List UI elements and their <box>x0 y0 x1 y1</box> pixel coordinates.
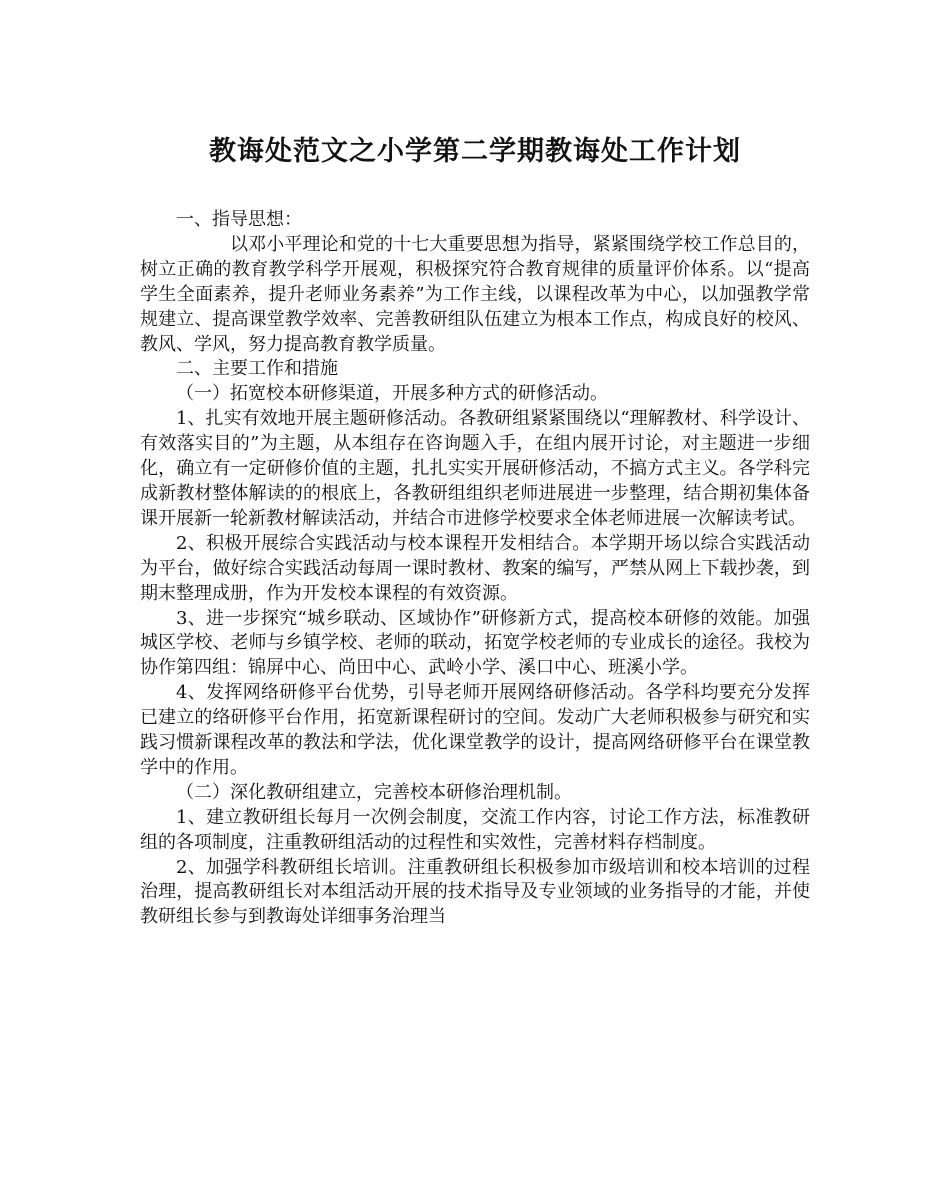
paragraph: 一、指导思想： <box>176 209 302 230</box>
paragraph: （二）深化教研组建立，完善校本研修治理机制。 <box>176 781 572 803</box>
paragraph: 3、进一步探究“城乡联动、区域协作”研修新方式，提高校本研修的效能。加强城区学校、老师与乡镇学校、老师的联动，拓宽学校老师的专业成长的途径。我校为协作第四组：锦屏中心、尚田中心、武岭小学、溪口中心、班溪小学。 <box>140 607 810 679</box>
paragraph: 2、加强学科教研组长培训。注重教研组长积极参加市级培训和校本培训的过程治理，提高教研组长对本组活动开展的技术指导及专业领域的业务指导的才能，并使教研组长参与到教诲处详细事务治理当 <box>140 856 810 928</box>
document-title: 教诲处范文之小学第二学期教诲处工作计划 <box>209 136 741 167</box>
paragraph: 以邓小平理论和党的十七大重要思想为指导，紧紧围绕学校工作总目的，树立正确的教育教学科学开展观，积极探究符合教育规律的质量评价体系。以“提高学生全面素养，提升老师业务素养”为工作主线，以课程改革为中心，以加强教学常规建立、提高课堂教学效率、完善教研组队伍建立为根本工作点，构成良好的校风、教风、学风，努力提高教育教学质量。 <box>140 233 810 355</box>
paragraph: 2、积极开展综合实践活动与校本课程开发相结合。本学期开场以综合实践活动为平台，做好综合实践活动每周一课时教材、教案的编写，严禁从网上下载抄袭，到期末整理成册，作为开发校本课程的有效资源。 <box>140 532 810 604</box>
paragraph: （一）拓宽校本研修渠道，开展多种方式的研修活动。 <box>176 383 608 405</box>
paragraph: 1、扎实有效地开展主题研修活动。各教研组紧紧围绕以“理解教材、科学设计、有效落实目的”为主题，从本组存在咨询题入手，在组内展开讨论，对主题进一步细化，确立有一定研修价值的主题，扎扎实实开展研修活动，不搞方式主义。各学科完成新教材整体解读的的根底上，各教研组组织老师进展进一步整理，结合期初集体备课开展新一轮新教材解读活动，并结合市进修学校要求全体老师进展一次解读考试。 <box>140 408 810 529</box>
document-body <box>140 208 810 930</box>
paragraph: 4、发挥网络研修平台优势，引导老师开展网络研修活动。各学科均要充分发挥已建立的络研修平台作用，拓宽新课程研讨的空间。发动广大老师积极参与研究和实践习惯新课程改革的教法和学法，优化课堂教学的设计，提高网络研修平台在课堂教学中的作用。 <box>140 682 810 778</box>
paragraph: 二、主要工作和措施 <box>176 358 338 380</box>
paragraph: 1、建立教研组长每月一次例会制度，交流工作内容，讨论工作方法，标准教研组的各项制度，注重教研组活动的过程性和实效性，完善材料存档制度。 <box>140 806 810 853</box>
